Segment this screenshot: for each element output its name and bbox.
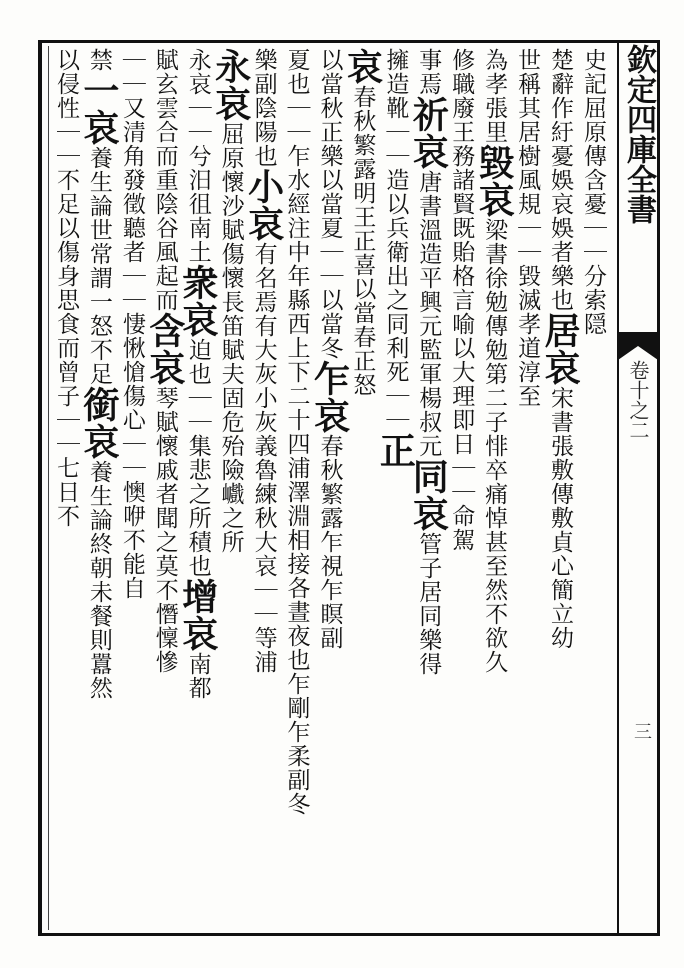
- text-column: [514, 48, 545, 928]
- entry-text: 賦玄雲合而重陰谷風起而: [151, 48, 178, 312]
- text-column: [407, 48, 450, 928]
- entry-text: 廢王務諸賢既貽格言喻以大理即日｜｜命駕: [448, 96, 475, 552]
- entry-headword: 銜哀: [77, 386, 120, 460]
- entry-text: 迫也｜｜集悲之所積也: [184, 338, 211, 578]
- frame-bottom: [40, 933, 660, 936]
- entry-headword: 永哀: [209, 48, 252, 122]
- text-column: [448, 48, 479, 928]
- entry-text: 梁書徐勉傳勉第二子悱卒痛悼甚至然不欲久: [481, 218, 508, 674]
- text-column: [341, 48, 384, 928]
- entry-text: 擁造靴｜｜造以兵衛出之: [382, 48, 409, 312]
- entry-headword: 居哀: [539, 312, 582, 386]
- entry-text: 永哀｜｜兮汨徂南土: [184, 48, 211, 264]
- text-column: [176, 48, 219, 928]
- entry-headword: 乍哀: [308, 360, 351, 434]
- frame-left: [38, 40, 42, 936]
- entry-text: 養生論世常謂一怒不足: [85, 146, 112, 386]
- page-number: 三: [631, 722, 652, 740]
- entry-text: 唐書溫造平興元監軍楊叔元: [415, 170, 442, 458]
- entry-text: 管子居同樂得: [415, 532, 442, 676]
- entry-text: 夏也｜｜乍: [283, 48, 310, 168]
- entry-text: 事焉: [415, 48, 442, 96]
- entry-headword: 祈哀: [407, 96, 450, 170]
- frame-top: [40, 40, 660, 43]
- text-column: [242, 48, 285, 928]
- entry-headword: 增哀: [176, 578, 219, 652]
- text-column: [119, 48, 150, 928]
- entry-text: 春秋繁露乍視乍瞑副: [316, 434, 343, 650]
- entry-text: 以侵性｜｜不足以傷身: [52, 48, 79, 288]
- entry-text: ｜｜又清角發徵聽者｜｜: [118, 48, 145, 312]
- entry-headword: 衆哀: [176, 264, 219, 338]
- entry-text: 悽愀愴傷心｜｜懊咿不能自: [118, 312, 145, 600]
- entry-text: 南都: [184, 652, 211, 700]
- text-column: [374, 48, 417, 928]
- entry-text: 修職: [448, 48, 475, 96]
- entry-headword: 毀哀: [473, 144, 516, 218]
- entry-text: 含憂: [579, 168, 606, 216]
- text-column: [539, 48, 582, 928]
- entry-headword: 正: [374, 432, 417, 469]
- text-column: [143, 48, 186, 928]
- volume-label: 卷十之二: [626, 360, 650, 440]
- entry-text: 楚辭作紆憂娛哀娛者樂也: [547, 48, 574, 312]
- entry-text: 樂副陰陽也: [250, 48, 277, 168]
- entry-text: 禁: [85, 48, 112, 72]
- text-column: [77, 48, 120, 928]
- entry-text: 水經注中年縣西上下二十四浦澤淵相接各: [283, 168, 310, 600]
- entry-text: 琴賦懷戚者聞之莫不憯懍慘: [151, 386, 178, 674]
- entry-headword: 哀: [341, 48, 384, 85]
- text-column: [284, 48, 315, 928]
- entry-headword: 一哀: [77, 72, 120, 146]
- fish-tail-mark-icon: [618, 332, 658, 360]
- entry-headword: 同哀: [407, 458, 450, 532]
- text-column: [580, 48, 611, 928]
- entry-text: 屈原懷沙賦傷懷: [217, 122, 244, 290]
- entry-text: 思食而曾子｜｜七日不: [52, 288, 79, 528]
- text-column: [473, 48, 516, 928]
- text-column: [308, 48, 351, 928]
- entry-headword: 小哀: [242, 168, 285, 242]
- entry-text: 養生論終朝未餐則囂然: [85, 460, 112, 700]
- header-strip: [618, 40, 658, 936]
- entry-text: 晝夜也乍剛乍柔副冬: [283, 600, 310, 816]
- book-title: 欽定四庫全書: [621, 44, 656, 224]
- text-column: [53, 48, 84, 928]
- entry-text: 史記屈原傳: [579, 48, 606, 168]
- entry-headword: 含哀: [143, 312, 186, 386]
- entry-text: 宋書張敷傳敷貞心簡立幼: [547, 386, 574, 650]
- entry-text: 同利死｜｜: [382, 312, 409, 432]
- entry-text: 長笛賦夫固危殆險巇之所: [217, 290, 244, 554]
- entry-text: 春秋繁露明王正喜以當春正怒: [349, 85, 376, 397]
- entry-text: 以當秋正樂以當夏｜｜以當冬: [316, 48, 343, 360]
- text-column: [209, 48, 252, 928]
- entry-text: 有名焉有大灰小灰義魯練秋大哀｜｜等浦: [250, 242, 277, 674]
- entry-text: 樹風規｜｜毀滅孝道淳至: [514, 144, 541, 408]
- entry-text: 為孝張里: [481, 48, 508, 144]
- entry-text: 世稱其居: [514, 48, 541, 144]
- entry-text: ｜｜分索隠: [579, 216, 606, 336]
